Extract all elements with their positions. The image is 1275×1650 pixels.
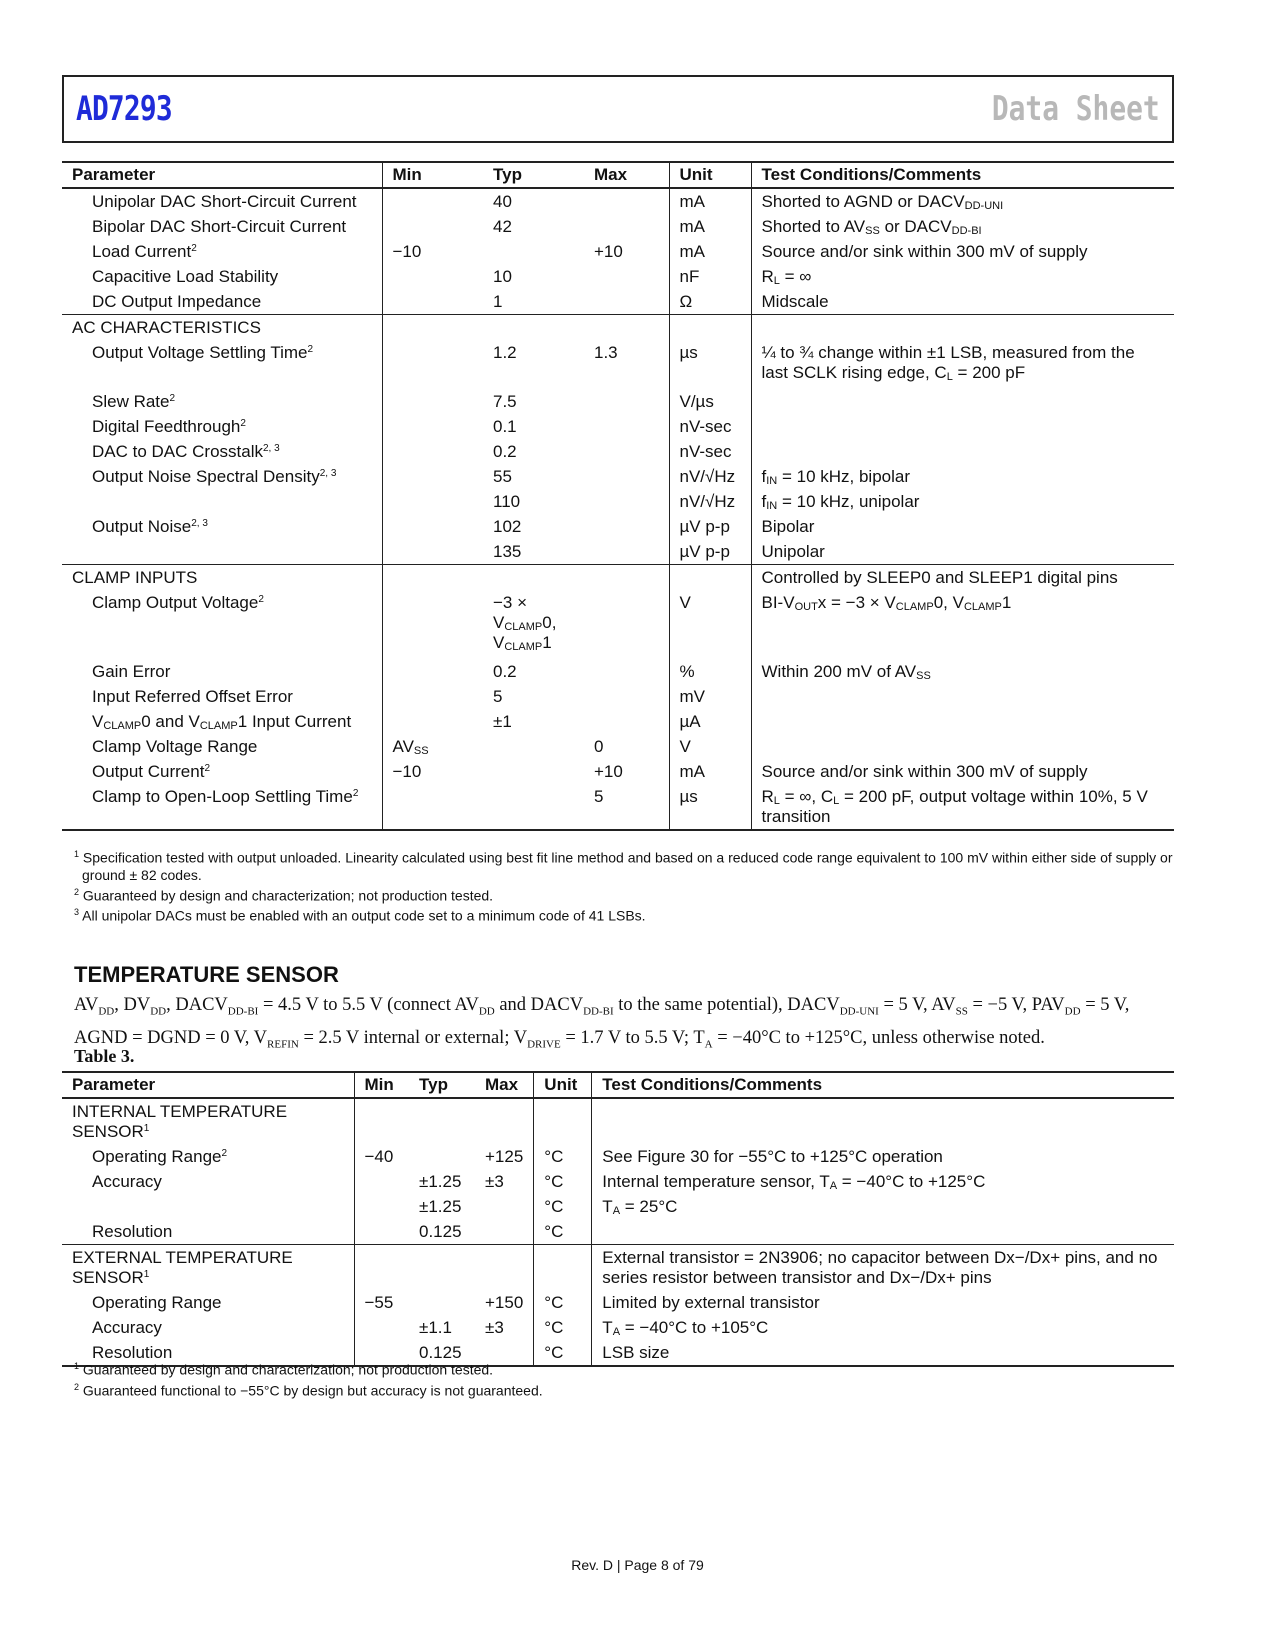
table-row: Load Current$^2$ −10 +10 mA Source and/or sink within 300 mV of supply [62, 239, 1174, 264]
footnote: $^3$ All unipolar DACs must be enabled with an output code set to a minimum code of 41 LSBs. [74, 907, 646, 924]
footnote: $^2$ Guaranteed by design and characterization; not production tested. [74, 886, 494, 904]
table-row: 110 nV/√Hz $f_{IN} = 10$ kHz, unipolar [62, 489, 1174, 514]
section-title: TEMPERATURE SENSOR [74, 962, 339, 987]
table-caption: Table 3. [74, 1046, 135, 1066]
table-row: $V_{CLAMP}0$ and $V_{CLAMP}1$ Input Current ±1 µA [62, 709, 1174, 734]
section-row-clamp: CLAMP INPUTS Controlled by SLEEP0 and SLEEP1 digital pins [62, 565, 1174, 591]
table-row: Accuracy ±1.1 ±3 °C $T_A = -40^\circ C$ to +105°C [62, 1315, 1174, 1340]
table-row: Clamp Voltage Range $AV_{SS}$ 0 V [62, 734, 1174, 759]
doc-type-label: Data Sheet [992, 89, 1160, 129]
table-row: Accuracy ±1.25 ±3 °C Internal temperature sensor, $T_A = -40^\circ C$ to +125°C [62, 1169, 1174, 1194]
table-header-row [62, 1072, 1174, 1098]
footnotes-bottom [74, 1358, 1174, 1399]
table-row: Bipolar DAC Short-Circuit Current 42 mA Shorted to $AV_{SS}$ or $DACV_{DD-BI}$ [62, 214, 1174, 239]
footnote: $^1$ Specification tested with output unloaded. Linearity calculated using best fit line method and based on a reduced code range equivalent to 100 mV within either side of supply or ground ± 82 codes. [74, 849, 1173, 883]
table-row: Input Referred Offset Error 5 mV [62, 684, 1174, 709]
table-row: Gain Error 0.2 % Within 200 mV of $AV_{SS}$ [62, 659, 1174, 684]
table-row: Output Voltage Settling Time$^2$ 1.2 1.3 µs ¼ to ¾ change within ±1 LSB, measured from the last SCLK rising edge, $C_L = 200$ pF [62, 340, 1174, 389]
table-row: Resolution 0.125 °C LSB size [62, 1340, 1174, 1366]
table-row: Clamp to Open-Loop Settling Time$^2$ 5 µs $R_L$ = ∞, $C_L = 200$ pF, output voltage within 10%, 5 V transition [62, 784, 1174, 830]
table-row: Capacitive Load Stability 10 nF $R_L$ = ∞ [62, 264, 1174, 289]
col-header-unit: Unit [534, 1072, 592, 1098]
footnote: $^2$ Guaranteed functional to −55°C by design but accuracy is not guaranteed. [74, 1381, 543, 1399]
col-header-typ: Typ [483, 162, 584, 188]
table-row: Digital Feedthrough$^2$ 0.1 nV-sec [62, 414, 1174, 439]
table-row: Operating Range −55 +150 °C Limited by external transistor [62, 1290, 1174, 1315]
col-header-max: Max [475, 1072, 534, 1098]
operating-conditions: $AV_{DD}$, $DV_{DD}$, $DACV_{DD-BI} = 4.5$ V to 5.5 V (connect $AV_{DD}$ and $DACV_{DD-BI}$ to the same potential), $DACV_{DD-UNI} = 5$ V, $AV_{SS} = -5$ V, $PAV_{DD} = 5$ V, AGND = DGND = 0 V, $V_{REFIN} = 2.5$ V internal or external; $V_{DRIVE} = 1.7$ V to 5.5 V; $T_A = -40^\circ C$ to +125°C, unless otherwise noted. [74, 995, 1130, 1051]
col-header-unit: Unit [669, 162, 751, 188]
page-header [62, 75, 1174, 143]
section-row-ac: AC CHARACTERISTICS [62, 315, 1174, 341]
table-row: Clamp Output Voltage$^2$ −3 × $V_{CLAMP}0$, $V_{CLAMP}1$ V $BI-V_{OUT}x = -3 \times V_{CLAMP}0$, $V_{CLAMP}1$ [62, 590, 1174, 659]
table-row: DC Output Impedance 1 Ω Midscale [62, 289, 1174, 315]
col-header-parameter: Parameter [62, 1072, 354, 1098]
table-row: Output Noise$^{2, 3}$ 102 µV p-p Bipolar [62, 514, 1174, 539]
col-header-max: Max [584, 162, 669, 188]
table-row: 135 µV p-p Unipolar [62, 539, 1174, 565]
table-row: ±1.25 °C $T_A = 25^\circ C$ [62, 1194, 1174, 1219]
dac-spec-table [62, 161, 1174, 831]
col-header-conditions: Test Conditions/Comments [751, 162, 1174, 188]
table-row: Unipolar DAC Short-Circuit Current 40 mA Shorted to AGND or $DACV_{DD-UNI}$ [62, 188, 1174, 214]
table-row: DAC to DAC Crosstalk$^{2, 3}$ 0.2 nV-sec [62, 439, 1174, 464]
col-header-min: Min [382, 162, 483, 188]
col-header-min: Min [354, 1072, 409, 1098]
table-header-row [62, 162, 1174, 188]
table-row: Output Noise Spectral Density$^{2, 3}$ 55 nV/√Hz $f_{IN} = 10$ kHz, bipolar [62, 464, 1174, 489]
table-row: Resolution 0.125 °C [62, 1219, 1174, 1245]
section-row-internal: INTERNAL TEMPERATURE SENSOR$^1$ [62, 1098, 1174, 1144]
table-row: Slew Rate$^2$ 7.5 V/µs [62, 389, 1174, 414]
table-row: Output Current$^2$ −10 +10 mA Source and/or sink within 300 mV of supply [62, 759, 1174, 784]
section-row-external: EXTERNAL TEMPERATURE SENSOR$^1$ External transistor = 2N3906; no capacitor between Dx−/Dx+ pins, and no series resistor between transistor and Dx−/Dx+ pins [62, 1245, 1174, 1291]
footnote: $^1$ Guaranteed by design and characterization; not production tested. [74, 1361, 494, 1378]
col-header-typ: Typ [409, 1072, 475, 1098]
temperature-sensor-table [62, 1071, 1174, 1367]
col-header-conditions: Test Conditions/Comments [592, 1072, 1174, 1098]
part-number: AD7293 [76, 89, 172, 129]
col-header-parameter: Parameter [62, 162, 382, 188]
footnotes-top [74, 846, 1174, 925]
table-row: Operating Range$^2$ −40 +125 °C See Figure 30 for −55°C to +125°C operation [62, 1144, 1174, 1169]
page-footer: Rev. D | Page 8 of 79 [571, 1557, 704, 1573]
